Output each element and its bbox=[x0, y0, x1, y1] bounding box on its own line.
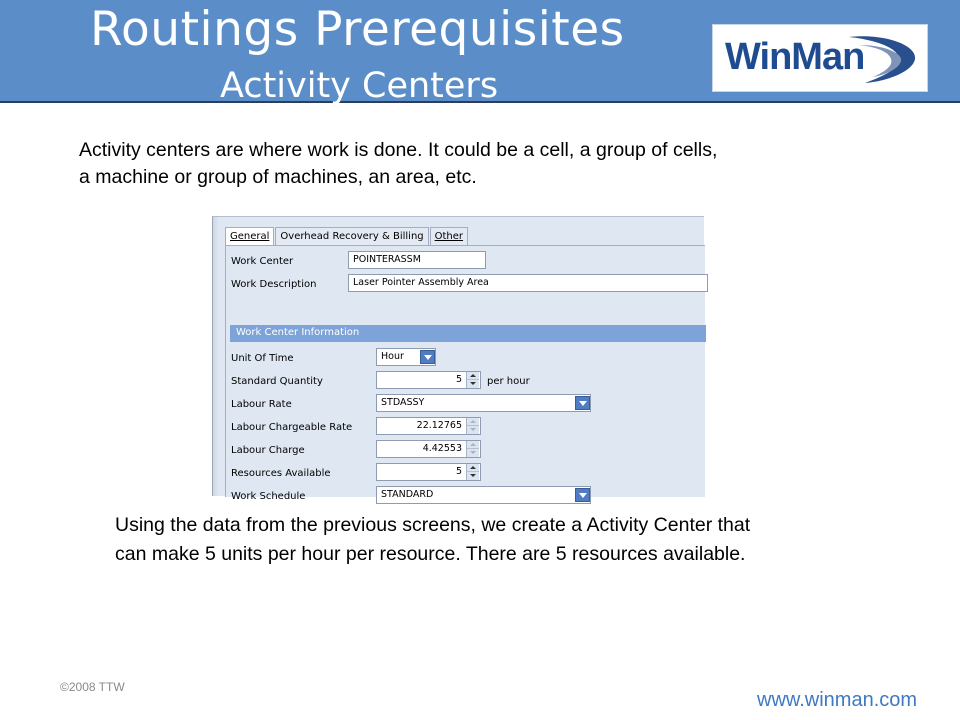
website-link[interactable]: www.winman.com bbox=[757, 689, 918, 711]
work-schedule-dropdown-icon[interactable] bbox=[575, 488, 590, 502]
unit-of-time-label: Unit Of Time bbox=[231, 353, 294, 364]
winman-logo bbox=[712, 24, 928, 92]
intro-line-2: a machine or group of machines, an area, etc. bbox=[79, 166, 477, 188]
resources-available-spinner[interactable] bbox=[466, 464, 479, 480]
labour-chargeable-rate-label: Labour Chargeable Rate bbox=[231, 422, 353, 433]
work-schedule-select[interactable]: STANDARD bbox=[376, 486, 591, 504]
work-description-label: Work Description bbox=[231, 279, 317, 290]
unit-of-time-dropdown-icon[interactable] bbox=[420, 350, 435, 364]
labour-rate-dropdown-icon[interactable] bbox=[575, 396, 590, 410]
work-schedule-label: Work Schedule bbox=[231, 491, 306, 502]
labour-chargeable-rate-field[interactable]: 22.12765 bbox=[376, 417, 481, 435]
tab-strip bbox=[225, 227, 469, 245]
standard-quantity-spinner[interactable] bbox=[466, 372, 479, 388]
slide-title: Routings Prerequisites bbox=[90, 2, 625, 57]
summary-paragraph bbox=[115, 511, 935, 569]
unit-of-time-select[interactable]: Hour bbox=[376, 348, 436, 366]
panel-edge bbox=[213, 217, 219, 496]
tab-other[interactable]: Other bbox=[430, 227, 468, 245]
summary-line-2: can make 5 units per hour per resource. There are 5 resources available. bbox=[115, 543, 746, 565]
labour-charge-spinner bbox=[466, 441, 479, 457]
slide-header bbox=[0, 0, 960, 106]
standard-quantity-label: Standard Quantity bbox=[231, 376, 323, 387]
work-center-information-header: Work Center Information bbox=[230, 325, 706, 342]
tab-overhead-recovery-billing[interactable]: Overhead Recovery & Billing bbox=[275, 227, 428, 245]
resources-available-field[interactable]: 5 bbox=[376, 463, 481, 481]
work-center-label: Work Center bbox=[231, 256, 294, 267]
labour-charge-label: Labour Charge bbox=[231, 445, 305, 456]
copyright-notice: ©2008 TTW bbox=[60, 680, 125, 694]
labour-rate-label: Labour Rate bbox=[231, 399, 292, 410]
labour-rate-select[interactable]: STDASSY bbox=[376, 394, 591, 412]
per-hour-suffix: per hour bbox=[487, 376, 530, 387]
labour-charge-field[interactable]: 4.42553 bbox=[376, 440, 481, 458]
intro-line-1: Activity centers are where work is done. It could be a cell, a group of cells, bbox=[79, 139, 718, 161]
labour-chargeable-rate-spinner bbox=[466, 418, 479, 434]
resources-available-label: Resources Available bbox=[231, 468, 331, 479]
slide-subtitle: Activity Centers bbox=[220, 66, 499, 106]
standard-quantity-field[interactable]: 5 bbox=[376, 371, 481, 389]
work-description-field[interactable]: Laser Pointer Assembly Area bbox=[348, 274, 708, 292]
work-center-form-screenshot bbox=[212, 216, 704, 502]
general-tab-panel bbox=[225, 245, 705, 502]
intro-paragraph bbox=[79, 137, 899, 191]
logo-text: WinMan bbox=[725, 36, 865, 78]
summary-line-1: Using the data from the previous screens, we create a Activity Center that bbox=[115, 514, 751, 536]
logo-swoosh-icon bbox=[829, 31, 921, 87]
tab-general[interactable]: General bbox=[225, 227, 274, 246]
work-center-field[interactable]: POINTERASSM bbox=[348, 251, 486, 269]
